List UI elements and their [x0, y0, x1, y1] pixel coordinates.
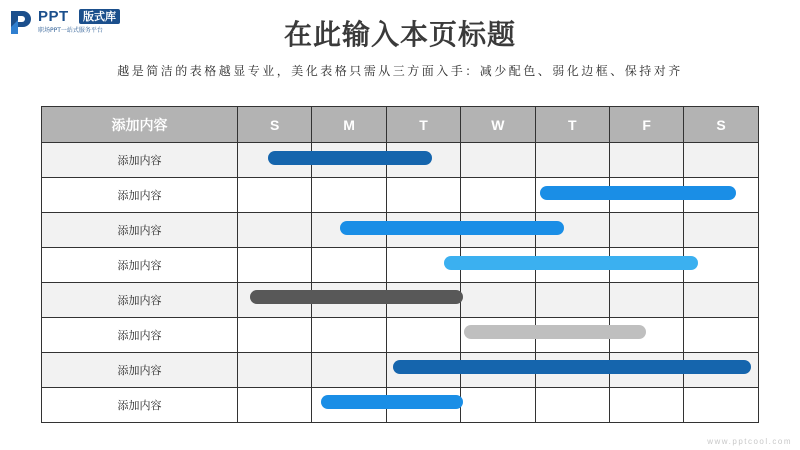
header-day-monday: M — [312, 107, 386, 143]
header-day-thursday: T — [535, 107, 609, 143]
gantt-table — [41, 106, 758, 419]
day-cell — [238, 248, 312, 283]
task-label: 添加内容 — [42, 283, 238, 318]
day-cell — [386, 318, 460, 353]
day-cell — [461, 143, 535, 178]
day-cell — [535, 283, 609, 318]
day-cell — [312, 143, 386, 178]
day-cell — [609, 178, 683, 213]
day-cell — [312, 178, 386, 213]
day-cell — [684, 178, 758, 213]
day-cell — [461, 248, 535, 283]
day-cell — [684, 388, 758, 423]
day-cell — [238, 388, 312, 423]
day-cell — [312, 388, 386, 423]
day-cell — [238, 143, 312, 178]
day-cell — [238, 213, 312, 248]
day-cell — [609, 143, 683, 178]
day-cell — [386, 143, 460, 178]
task-label: 添加内容 — [42, 143, 238, 178]
day-cell — [386, 353, 460, 388]
day-cell — [238, 178, 312, 213]
day-cell — [609, 248, 683, 283]
day-cell — [609, 318, 683, 353]
table-row — [42, 143, 759, 178]
logo-tagline: 职场PPT一站式服务平台 — [38, 27, 103, 34]
day-cell — [386, 388, 460, 423]
day-cell — [684, 213, 758, 248]
header-day-friday: F — [609, 107, 683, 143]
page-subtitle: 越是简洁的表格越显专业，美化表格只需从三方面入手：减少配色、弱化边框、保持对齐 — [117, 64, 683, 78]
table-header-row — [42, 107, 759, 143]
page-title: 在此输入本页标题 — [283, 18, 516, 51]
day-cell — [386, 213, 460, 248]
header-day-wednesday: W — [461, 107, 535, 143]
day-cell — [609, 353, 683, 388]
day-cell — [684, 318, 758, 353]
day-cell — [461, 353, 535, 388]
day-cell — [238, 283, 312, 318]
day-cell — [535, 143, 609, 178]
day-cell — [461, 283, 535, 318]
day-cell — [535, 318, 609, 353]
table-row — [42, 178, 759, 213]
task-label: 添加内容 — [42, 248, 238, 283]
day-cell — [535, 248, 609, 283]
day-cell — [461, 318, 535, 353]
day-cell — [684, 248, 758, 283]
table-row — [42, 248, 759, 283]
day-cell — [535, 353, 609, 388]
day-cell — [238, 318, 312, 353]
day-cell — [312, 248, 386, 283]
table-row — [42, 318, 759, 353]
day-cell — [238, 353, 312, 388]
day-cell — [461, 213, 535, 248]
task-label: 添加内容 — [42, 213, 238, 248]
day-cell — [609, 388, 683, 423]
header-day-saturday: S — [684, 107, 758, 143]
table-row — [42, 353, 759, 388]
day-cell — [312, 318, 386, 353]
table-row — [42, 283, 759, 318]
task-label: 添加内容 — [42, 388, 238, 423]
day-cell — [312, 213, 386, 248]
table-row — [42, 388, 759, 423]
task-label: 添加内容 — [42, 353, 238, 388]
day-cell — [684, 143, 758, 178]
header-day-tuesday: T — [386, 107, 460, 143]
watermark: www.pptcool.com — [707, 437, 792, 446]
day-cell — [386, 248, 460, 283]
task-label: 添加内容 — [42, 178, 238, 213]
task-label: 添加内容 — [42, 318, 238, 353]
day-cell — [386, 178, 460, 213]
day-cell — [609, 283, 683, 318]
day-cell — [535, 178, 609, 213]
day-cell — [312, 283, 386, 318]
day-cell — [535, 388, 609, 423]
day-cell — [535, 213, 609, 248]
header-day-sunday: S — [238, 107, 312, 143]
day-cell — [609, 213, 683, 248]
logo-badge: 版式库 — [79, 9, 120, 24]
day-cell — [461, 178, 535, 213]
day-cell — [312, 353, 386, 388]
day-cell — [684, 353, 758, 388]
header-task-cell: 添加内容 — [42, 107, 238, 143]
day-cell — [684, 283, 758, 318]
logo-brand: PPT — [38, 8, 69, 25]
day-cell — [461, 388, 535, 423]
day-cell — [386, 283, 460, 318]
table-row — [42, 213, 759, 248]
